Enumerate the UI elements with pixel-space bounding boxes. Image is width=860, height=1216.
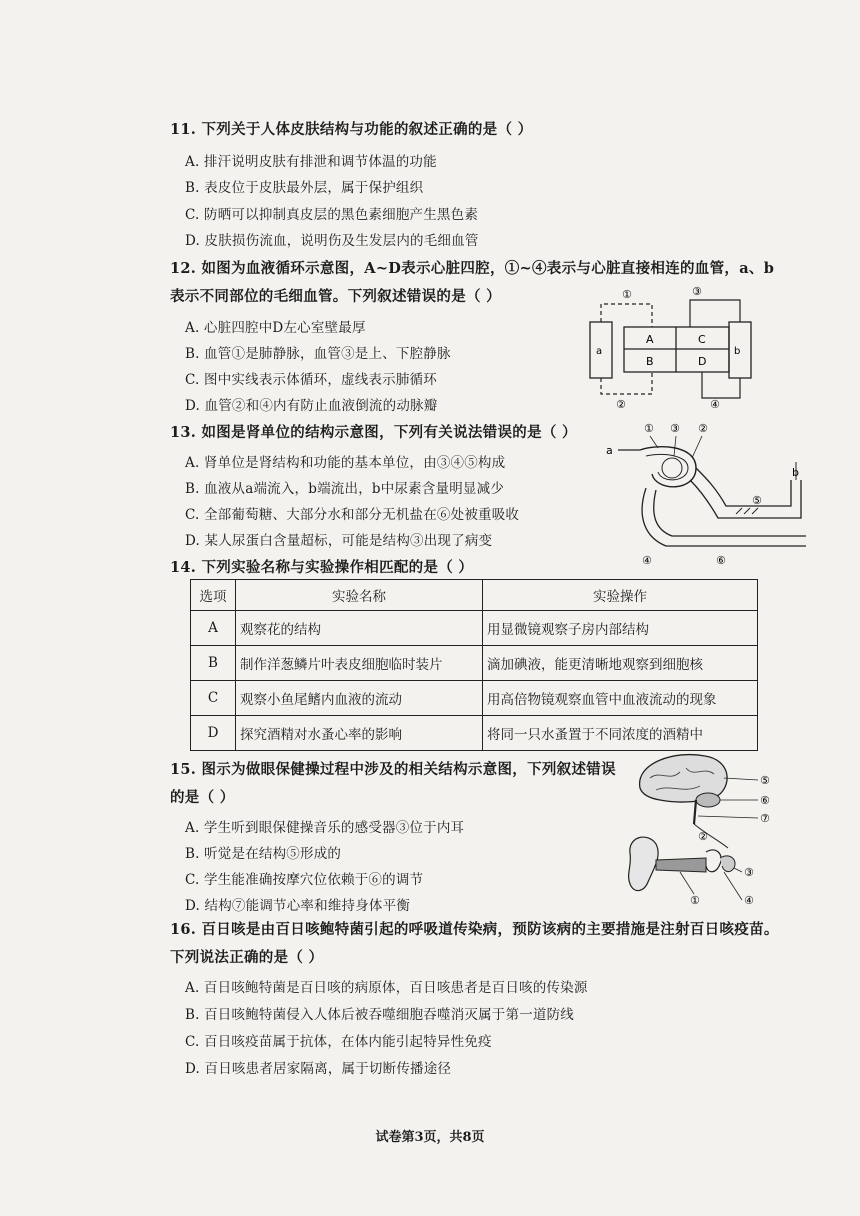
row-name: 探究酒精对水蚤心率的影响 [236, 716, 483, 751]
row-option: C [191, 681, 236, 716]
label-3: ③ [670, 422, 680, 435]
label-vessel-3: ③ [692, 285, 702, 298]
table-row [191, 646, 758, 681]
question-12-stem-line2: 表示不同部位的毛细血管。下列叙述错误的是（ ） [170, 288, 501, 305]
row-operation: 用高倍物镜观察血管中血液流动的现象 [483, 681, 758, 716]
q13-option-a: A. 肾单位是肾结构和功能的基本单位，由③④⑤构成 [185, 455, 506, 471]
header-experiment-name: 实验名称 [236, 580, 483, 611]
label-D: D [698, 355, 707, 368]
q11-option-a: A. 排汗说明皮肤有排泄和调节体温的功能 [185, 154, 437, 170]
question-16-stem-line2: 下列说法正确的是（ ） [170, 949, 324, 966]
q16-option-b: B. 百日咳鲍特菌侵入人体后被吞噬细胞吞噬消灭属于第一道防线 [185, 1007, 575, 1023]
label-5: ⑤ [760, 774, 770, 787]
header-operation: 实验操作 [483, 580, 758, 611]
q12-option-a: A. 心脏四腔中D左心室壁最厚 [185, 320, 366, 336]
q13-option-b: B. 血液从a端流入，b端流出，b中尿素含量明显减少 [185, 481, 505, 497]
q16-option-d: D. 百日咳患者居家隔离，属于切断传播途径 [185, 1061, 452, 1077]
label-b: b [734, 346, 741, 357]
label-A: A [646, 333, 654, 346]
label-vessel-2: ② [616, 398, 626, 411]
label-3: ③ [744, 866, 754, 879]
row-option: D [191, 716, 236, 751]
q12-option-b: B. 血管①是肺静脉，血管③是上、下腔静脉 [185, 346, 451, 362]
table-row [191, 681, 758, 716]
table-row [191, 716, 758, 751]
brain-ear-diagram [620, 748, 810, 913]
label-4: ④ [744, 894, 754, 907]
question-11-stem: 11. 下列关于人体皮肤结构与功能的叙述正确的是（ ） [170, 121, 533, 138]
row-operation: 将同一只水蚤置于不同浓度的酒精中 [483, 716, 758, 751]
q11-option-d: D. 皮肤损伤流血，说明伤及生发层内的毛细血管 [185, 233, 479, 249]
label-a: a [606, 444, 613, 457]
q12-option-c: C. 图中实线表示体循环，虚线表示肺循环 [185, 372, 437, 388]
label-C: C [698, 333, 706, 346]
blood-circulation-diagram [582, 282, 762, 412]
q15-option-b: B. 听觉是在结构⑤形成的 [185, 846, 342, 862]
nephron-diagram [606, 418, 816, 568]
row-operation: 滴加碘液，能更清晰地观察到细胞核 [483, 646, 758, 681]
label-1: ① [644, 422, 654, 435]
label-2: ② [698, 422, 708, 435]
q15-option-a: A. 学生听到眼保健操音乐的感受器③位于内耳 [185, 820, 465, 836]
question-15-stem-line1: 15. 图示为做眼保健操过程中涉及的相关结构示意图，下列叙述错误 [170, 761, 616, 778]
label-2: ② [698, 830, 708, 843]
q11-option-c: C. 防晒可以抑制真皮层的黑色素细胞产生黑色素 [185, 207, 479, 223]
label-a: a [596, 346, 603, 357]
q16-option-a: A. 百日咳鲍特菌是百日咳的病原体，百日咳患者是百日咳的传染源 [185, 980, 588, 996]
q13-option-d: D. 某人尿蛋白含量超标，可能是结构③出现了病变 [185, 533, 493, 549]
table-row [191, 611, 758, 646]
question-15-stem-line2: 的是（ ） [170, 789, 235, 806]
experiment-table [190, 579, 758, 751]
row-option: B [191, 646, 236, 681]
row-name: 观察小鱼尾鳍内血液的流动 [236, 681, 483, 716]
label-b: b [792, 466, 799, 479]
header-option: 选项 [191, 580, 236, 611]
q13-option-c: C. 全部葡萄糖、大部分水和部分无机盐在⑥处被重吸收 [185, 507, 520, 523]
label-6: ⑥ [716, 554, 726, 567]
label-6: ⑥ [760, 794, 770, 807]
row-name: 观察花的结构 [236, 611, 483, 646]
label-vessel-4: ④ [710, 398, 720, 411]
label-B: B [646, 355, 654, 368]
page-footer: 试卷第3页，共8页 [375, 1130, 485, 1145]
table-header-row [191, 580, 758, 611]
q15-option-c: C. 学生能准确按摩穴位依赖于⑥的调节 [185, 872, 424, 888]
label-4: ④ [642, 554, 652, 567]
question-14-stem: 14. 下列实验名称与实验操作相匹配的是（ ） [170, 559, 474, 576]
row-name: 制作洋葱鳞片叶表皮细胞临时装片 [236, 646, 483, 681]
label-vessel-1: ① [622, 288, 632, 301]
q15-option-d: D. 结构⑦能调节心率和维持身体平衡 [185, 898, 411, 914]
q12-option-d: D. 血管②和④内有防止血液倒流的动脉瓣 [185, 398, 438, 414]
row-option: A [191, 611, 236, 646]
label-7: ⑦ [760, 812, 770, 825]
question-16-stem-line1: 16. 百日咳是由百日咳鲍特菌引起的呼吸道传染病，预防该病的主要措施是注射百日咳疫苗。 [170, 921, 779, 938]
question-12-stem-line1: 12. 如图为血液循环示意图，A~D表示心脏四腔，①~④表示与心脏直接相连的血管，a、b [170, 260, 775, 277]
row-operation: 用显微镜观察子房内部结构 [483, 611, 758, 646]
q16-option-c: C. 百日咳疫苗属于抗体，在体内能引起特异性免疫 [185, 1034, 492, 1050]
q11-option-b: B. 表皮位于皮肤最外层，属于保护组织 [185, 180, 424, 196]
label-1: ① [690, 894, 700, 907]
label-5: ⑤ [752, 494, 762, 507]
question-13-stem: 13. 如图是肾单位的结构示意图，下列有关说法错误的是（ ） [170, 424, 577, 441]
